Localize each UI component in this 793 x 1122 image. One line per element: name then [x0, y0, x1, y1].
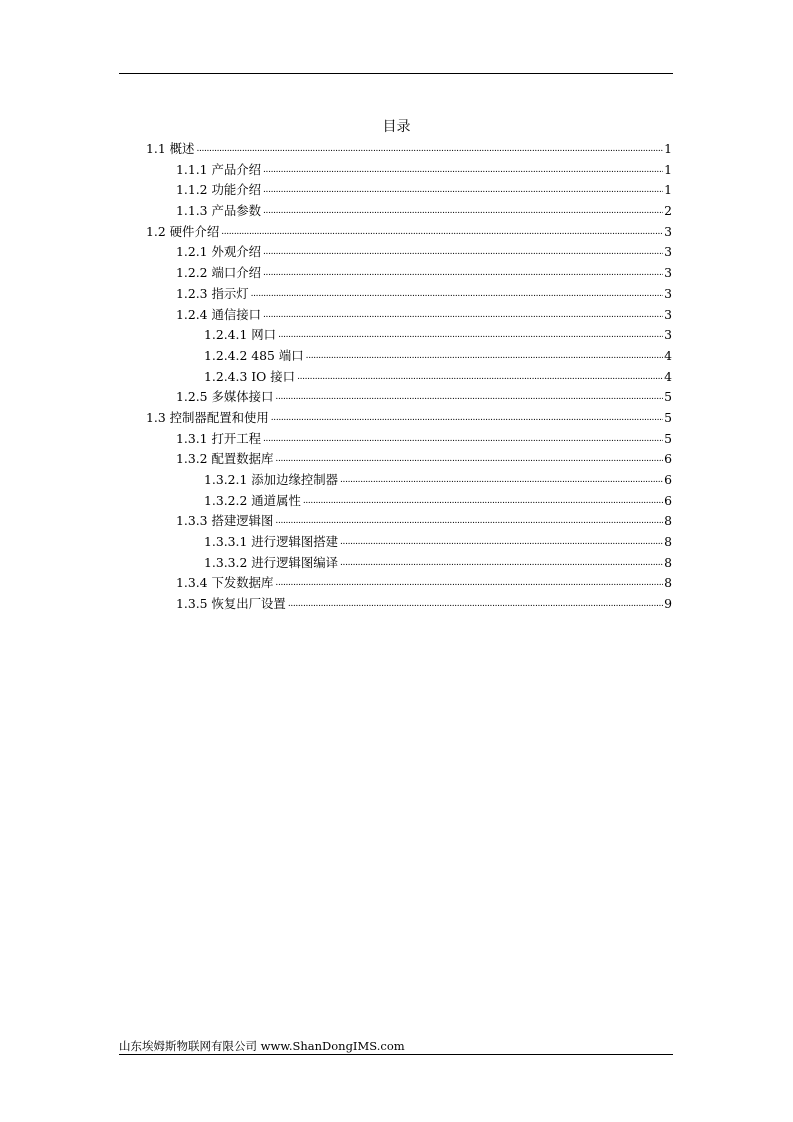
toc-leader-dots	[263, 203, 663, 220]
toc-leader-dots	[251, 286, 663, 303]
toc-leader-dots	[278, 327, 663, 344]
toc-entry-label: 1.2.4.2 485 端口	[204, 347, 304, 363]
toc-entry[interactable]	[146, 264, 672, 285]
toc-entry-label: 1.3.2 配置数据库	[176, 451, 274, 467]
toc-leader-dots	[263, 431, 663, 448]
toc-entry[interactable]	[146, 202, 672, 223]
toc-entry-page: 6	[664, 451, 672, 467]
toc-entry-label: 1.2.3 指示灯	[176, 285, 249, 301]
toc-entry-page: 3	[664, 244, 672, 260]
toc-leader-dots	[263, 265, 663, 282]
toc-entry[interactable]	[146, 326, 672, 347]
toc-entry-label: 1.3.2.2 通道属性	[204, 492, 301, 508]
toc-entry[interactable]	[146, 243, 672, 264]
toc-entry-page: 5	[664, 389, 672, 405]
toc-entry[interactable]	[146, 306, 672, 327]
toc-entry[interactable]	[146, 430, 672, 451]
toc-entry[interactable]	[146, 450, 672, 471]
table-of-contents	[146, 140, 672, 616]
toc-leader-dots	[263, 182, 663, 199]
toc-entry-label: 1.1.1 产品介绍	[176, 161, 262, 177]
toc-entry[interactable]	[146, 140, 672, 161]
toc-entry-label: 1.2.4.3 IO 接口	[204, 368, 296, 384]
toc-entry-label: 1.1 概述	[146, 141, 195, 156]
toc-entry-page: 3	[664, 223, 672, 239]
toc-entry-label: 1.3.3 搭建逻辑图	[176, 513, 274, 529]
toc-entry-label: 1.3.3.1 进行逻辑图搭建	[204, 534, 339, 550]
toc-entry-label: 1.2.5 多媒体接口	[176, 389, 274, 405]
toc-title: 目录	[382, 119, 411, 135]
toc-leader-dots	[221, 224, 663, 241]
toc-leader-dots	[297, 369, 663, 386]
toc-entry[interactable]	[146, 347, 672, 368]
toc-entry-label: 1.2.4 通信接口	[176, 306, 262, 322]
toc-entry-label: 1.3.3.2 进行逻辑图编译	[204, 554, 339, 570]
toc-entry[interactable]	[146, 181, 672, 202]
toc-entry-page: 4	[664, 368, 672, 384]
toc-leader-dots	[340, 534, 663, 551]
toc-leader-dots	[288, 596, 663, 613]
toc-entry[interactable]	[146, 471, 672, 492]
toc-entry-label: 1.2.4.1 网口	[204, 327, 277, 343]
toc-entry[interactable]	[146, 533, 672, 554]
toc-entry-label: 1.2.1 外观介绍	[176, 244, 262, 260]
footer-company: 山东埃姆斯物联网有限公司 www.ShanDongIMS.com	[119, 1039, 405, 1053]
toc-entry-page: 6	[664, 492, 672, 508]
toc-entry-page: 8	[664, 534, 672, 550]
toc-leader-dots	[340, 472, 663, 489]
toc-entry-page: 9	[664, 596, 672, 612]
toc-leader-dots	[275, 451, 663, 468]
toc-entry-page: 1	[664, 161, 672, 177]
footer-rule	[119, 1054, 673, 1055]
toc-entry-label: 1.3.1 打开工程	[176, 430, 262, 446]
toc-leader-dots	[303, 493, 663, 510]
toc-entry-page: 5	[664, 409, 672, 425]
toc-entry-page: 4	[664, 347, 672, 363]
toc-entry[interactable]	[146, 409, 672, 430]
toc-entry[interactable]	[146, 492, 672, 513]
toc-entry[interactable]	[146, 574, 672, 595]
toc-entry-label: 1.3.2.1 添加边缘控制器	[204, 472, 339, 487]
header-rule	[119, 73, 673, 74]
toc-entry[interactable]	[146, 223, 672, 244]
toc-entry-label: 1.3.4 下发数据库	[176, 575, 274, 591]
toc-entry[interactable]	[146, 595, 672, 616]
toc-entry[interactable]	[146, 285, 672, 306]
toc-leader-dots	[263, 244, 663, 261]
toc-entry[interactable]	[146, 512, 672, 533]
toc-entry-label: 1.1.3 产品参数	[176, 203, 262, 219]
toc-leader-dots	[306, 348, 663, 365]
toc-leader-dots	[275, 575, 663, 592]
toc-leader-dots	[263, 162, 663, 179]
toc-leader-dots	[263, 307, 663, 324]
toc-entry-label: 1.2.2 端口介绍	[176, 265, 262, 281]
toc-leader-dots	[271, 410, 663, 427]
toc-leader-dots	[275, 389, 663, 406]
toc-entry-page: 8	[664, 575, 672, 591]
toc-entry-page: 8	[664, 554, 672, 570]
toc-entry-label: 1.1.2 功能介绍	[176, 182, 262, 198]
toc-entry-page: 3	[664, 285, 672, 301]
toc-entry[interactable]	[146, 368, 672, 389]
toc-entry[interactable]	[146, 161, 672, 182]
toc-leader-dots	[196, 141, 663, 158]
toc-entry-label: 1.3.5 恢复出厂设置	[176, 596, 286, 612]
toc-entry-page: 3	[664, 306, 672, 322]
toc-entry-page: 8	[664, 513, 672, 529]
toc-leader-dots	[275, 513, 663, 530]
toc-entry-page: 2	[664, 203, 672, 219]
toc-entry-page: 3	[664, 327, 672, 343]
toc-entry-label: 1.2 硬件介绍	[146, 223, 220, 239]
toc-entry-label: 1.3 控制器配置和使用	[146, 409, 269, 425]
toc-entry[interactable]	[146, 554, 672, 575]
toc-entry-page: 5	[664, 430, 672, 446]
toc-leader-dots	[340, 555, 663, 572]
toc-entry-page: 6	[664, 472, 672, 487]
toc-entry-page: 1	[664, 182, 672, 198]
toc-entry-page: 1	[664, 141, 672, 156]
toc-entry-page: 3	[664, 265, 672, 281]
toc-entry[interactable]	[146, 388, 672, 409]
